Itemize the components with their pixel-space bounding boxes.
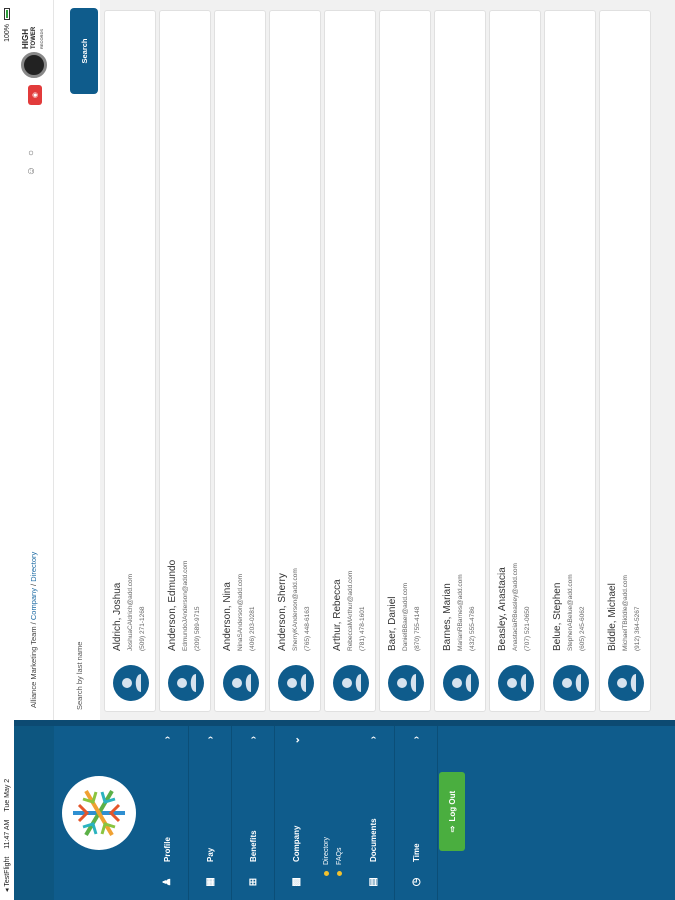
sidebar-item-label: Profile [162, 837, 172, 862]
user-account-icon[interactable]: ☺ [26, 166, 37, 177]
breadcrumb [29, 552, 38, 708]
employee-phone[interactable]: (605) 245-6062 [579, 606, 586, 651]
sidebar [14, 720, 675, 900]
sidebar-item-time[interactable] [395, 726, 438, 900]
employee-name: Arthur, Rebecca [332, 579, 343, 651]
avatar-icon [498, 665, 534, 701]
employee-phone[interactable]: (781) 478-1601 [359, 606, 366, 651]
clock-icon: ◷ [410, 877, 422, 887]
person-silhouette-icon [504, 671, 528, 695]
chevron-down-icon: ⌄ [291, 736, 302, 745]
employee-phone[interactable]: (406) 203-0281 [249, 606, 256, 651]
person-silhouette-icon [394, 671, 418, 695]
breadcrumb-separator: / [29, 622, 38, 625]
sidebar-item-label: Time [411, 843, 421, 862]
chevron-right-icon: › [161, 736, 173, 740]
battery-percent: 100% [3, 24, 11, 42]
employee-card[interactable] [544, 10, 596, 712]
avatar-icon [388, 665, 424, 701]
snowflake-logo-icon [67, 781, 131, 845]
employee-phone[interactable]: (209) 589-9715 [194, 606, 201, 651]
breadcrumb-company[interactable]: Company [29, 588, 38, 621]
employee-card[interactable] [489, 10, 541, 712]
employee-card[interactable] [104, 10, 156, 712]
search-button-label: Search [79, 38, 89, 64]
person-silhouette-icon [119, 671, 143, 695]
employee-email[interactable]: RebeccaMArthur@add.com [347, 570, 354, 651]
wallet-icon: ▦ [204, 877, 216, 887]
sidebar-item-benefits[interactable] [232, 726, 275, 900]
employee-name: Anderson, Nina [222, 582, 233, 651]
brand-line-3: RECORDS [39, 28, 44, 49]
directory-main [54, 0, 675, 720]
employee-name: Biddle, Michael [607, 583, 618, 651]
person-silhouette-icon [559, 671, 583, 695]
employee-email[interactable]: JoshuaCAldrich@add.com [127, 573, 134, 651]
employee-name: Beasley, Anastacia [497, 567, 508, 651]
employee-email[interactable]: NinaSAnderson@add.com [237, 573, 244, 651]
person-silhouette-icon [614, 671, 638, 695]
back-to-app-link[interactable]: ◂ TestFlight [4, 856, 11, 892]
employee-card[interactable] [599, 10, 651, 712]
medical-plus-icon: ⊞ [247, 877, 259, 887]
employee-email[interactable]: AnastaciaRBeasley@add.com [512, 563, 519, 651]
employee-phone[interactable]: (765) 448-6163 [304, 606, 311, 651]
lock-icon[interactable]: ○ [26, 150, 37, 157]
breadcrumb-directory[interactable]: Directory [29, 551, 38, 582]
bullet-dot-icon [337, 871, 342, 876]
logout-button[interactable] [439, 772, 465, 851]
employee-card[interactable] [379, 10, 431, 712]
person-silhouette-icon [339, 671, 363, 695]
employee-name: Anderson, Sherry [277, 573, 288, 651]
sidebar-item-label: Pay [205, 847, 215, 862]
employee-phone[interactable]: (870) 755-4148 [414, 606, 421, 651]
avatar-icon [553, 665, 589, 701]
person-silhouette-icon [229, 671, 253, 695]
employee-email[interactable]: SherryKAnderson@add.com [292, 568, 299, 651]
back-app-label: TestFlight [4, 856, 11, 887]
person-silhouette-icon [284, 671, 308, 695]
company-submenu [318, 726, 352, 900]
building-icon: ▩ [291, 877, 302, 887]
status-date: Tue May 2 [3, 778, 11, 812]
sidebar-item-label: Company [292, 825, 301, 862]
vinyl-record-icon [21, 52, 47, 78]
active-dot-icon [324, 871, 329, 876]
chevron-right-icon: › [410, 736, 422, 740]
employee-email[interactable]: DanielBBaer@add.com [402, 582, 409, 651]
avatar-icon [333, 665, 369, 701]
employee-phone[interactable]: (509) 271-1268 [139, 606, 146, 651]
chevron-right-icon: › [367, 736, 379, 740]
breadcrumb-team: Alliance Marketing Team [29, 626, 38, 708]
battery-icon [4, 8, 10, 20]
documents-icon: ▤ [367, 877, 379, 887]
employee-name: Barnes, Marian [442, 583, 453, 651]
sidebar-nav [146, 726, 438, 900]
employee-card[interactable] [324, 10, 376, 712]
employee-card[interactable] [434, 10, 486, 712]
employee-phone[interactable]: (432) 555-4786 [469, 606, 476, 651]
brand-line-2: TOWER [31, 26, 37, 49]
avatar-icon [223, 665, 259, 701]
company-logo[interactable] [62, 776, 136, 850]
sidebar-subitem-faqs[interactable] [333, 726, 346, 876]
sidebar-subitem-directory[interactable] [320, 726, 333, 876]
sidebar-item-pay[interactable] [189, 726, 232, 900]
employee-name: Anderson, Edmundo [167, 559, 178, 651]
avatar-icon [608, 665, 644, 701]
top-header [14, 0, 54, 720]
person-silhouette-icon [174, 671, 198, 695]
notification-badge-icon[interactable]: ◉ [28, 85, 42, 105]
employee-email[interactable]: StephenABelue@add.com [567, 574, 574, 651]
brand-line-1: HIGH [21, 29, 30, 49]
chevron-right-icon: › [204, 736, 216, 740]
avatar-icon [113, 665, 149, 701]
sidebar-top-band [14, 726, 54, 900]
subitem-label: Directory [323, 836, 330, 865]
brand-wordmark [22, 27, 46, 49]
client-brand-logo [18, 12, 50, 78]
employee-card[interactable] [214, 10, 266, 712]
employee-phone[interactable]: (912) 364-5267 [634, 606, 641, 651]
person-icon: ♟ [161, 877, 173, 887]
employee-phone[interactable]: (707) 521-0650 [524, 606, 531, 651]
search-button[interactable] [70, 8, 98, 94]
employee-email[interactable]: EdmundoJAnderson@add.com [182, 560, 189, 651]
employee-card[interactable] [269, 10, 321, 712]
employee-name: Belue, Stephen [552, 582, 563, 651]
search-row [54, 0, 100, 720]
avatar-icon [168, 665, 204, 701]
breadcrumb-separator: / [29, 583, 38, 586]
sidebar-item-company[interactable] [275, 726, 318, 900]
sidebar-item-label: Benefits [248, 830, 258, 862]
employee-email[interactable]: MichaelTBiddle@add.com [622, 575, 629, 651]
header-icons [26, 150, 37, 176]
sidebar-item-profile[interactable] [146, 726, 189, 900]
employee-email[interactable]: MarianRBarnes@add.com [457, 574, 464, 651]
list-scrollbar[interactable] [104, 0, 675, 6]
subitem-label: FAQs [336, 847, 343, 865]
logout-label: Log Out [447, 790, 457, 822]
chevron-right-icon: › [247, 736, 259, 740]
sidebar-item-documents[interactable] [352, 726, 395, 900]
employee-name: Baer, Daniel [387, 596, 398, 651]
avatar-icon [443, 665, 479, 701]
employee-name: Aldrich, Joshua [112, 582, 123, 651]
sidebar-item-label: Documents [368, 818, 378, 862]
search-input[interactable] [70, 100, 88, 710]
employee-card[interactable] [159, 10, 211, 712]
logout-icon: ⇨ [447, 825, 457, 833]
status-time: 11:47 AM [3, 819, 11, 849]
avatar-icon [278, 665, 314, 701]
status-bar [0, 0, 14, 900]
person-silhouette-icon [449, 671, 473, 695]
